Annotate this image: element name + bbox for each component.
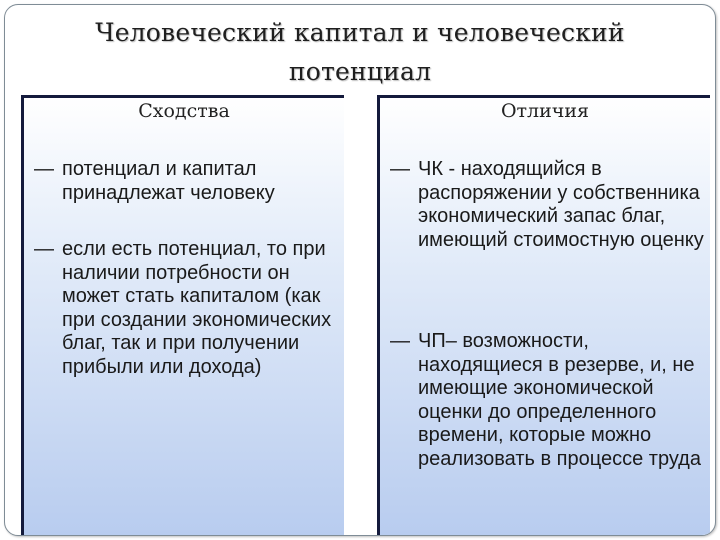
item-text: ЧК - находящийся в распоряжении у собственника экономический запас благ, имеющий стоимостную оценку (418, 158, 704, 251)
slide-title (5, 13, 715, 91)
dash-marker: — (34, 158, 54, 180)
similarities-panel (21, 95, 344, 536)
slide (4, 4, 716, 536)
list-item (390, 330, 716, 471)
dash-marker: — (390, 330, 410, 352)
list-item (390, 158, 716, 252)
list-item (34, 158, 344, 205)
similarities-heading: Сходства (138, 100, 230, 122)
list-item (34, 238, 344, 379)
differences-heading: Отличия (500, 100, 590, 122)
item-text: если есть потенциал, то при наличии потребности он может стать капиталом (как при создании экономических благ, так и при получении прибыли или дохода) (62, 238, 332, 378)
differences-panel (377, 95, 710, 536)
dash-marker: — (34, 238, 54, 260)
dash-marker: — (390, 158, 410, 180)
title-line-1: Человеческий капитал и человеческий (95, 18, 625, 47)
item-text: потенциал и капитал принадлежат человеку (62, 158, 275, 204)
item-text: ЧП– возможности, находящиеся в резерве, и, не имеющие экономической оценки до определенного времени, которые можно реализовать в процессе труда (418, 330, 701, 470)
title-line-2: потенциал (288, 57, 432, 86)
